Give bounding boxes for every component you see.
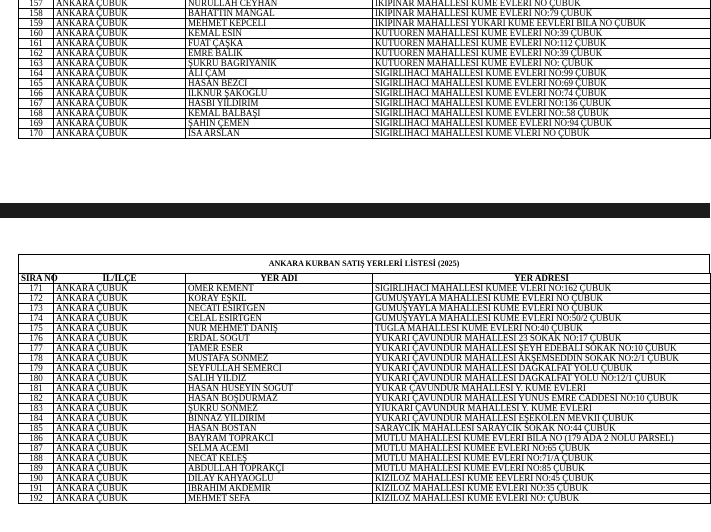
cell-sira-no: 172 xyxy=(19,294,54,304)
table-row xyxy=(19,294,711,304)
cell-yer-adi: NECATİ ESİRTGEN xyxy=(186,304,373,314)
sales-locations-table-page-2 xyxy=(18,273,711,504)
cell-il-ilce: ANKARA ÇUBUK xyxy=(54,119,186,129)
cell-yer-adresi: KUTUÖREN MAHALLESİ KÜME EVLERİ NO:112 ÇUBUK xyxy=(373,39,711,49)
header-sira-no: SIRA NO xyxy=(19,274,54,284)
cell-il-ilce: ANKARA ÇUBUK xyxy=(54,109,186,119)
cell-yer-adresi: YUKARI ÇAVUNDUR MAHALLESİ DAĞKALFAT YOLU ÇUBUK xyxy=(373,364,711,374)
cell-il-ilce: ANKARA ÇUBUK xyxy=(54,129,186,139)
cell-yer-adi: NECAT KELEŞ xyxy=(186,454,373,464)
table-row xyxy=(19,79,711,89)
cell-il-ilce: ANKARA ÇUBUK xyxy=(54,494,186,504)
cell-sira-no: 162 xyxy=(19,49,54,59)
table-row xyxy=(19,364,711,374)
table-row xyxy=(19,109,711,119)
cell-yer-adi: BAYRAM TOPRAKCI xyxy=(186,434,373,444)
table-row xyxy=(19,404,711,414)
cell-sira-no: 158 xyxy=(19,9,54,19)
cell-sira-no: 181 xyxy=(19,384,54,394)
table-row xyxy=(19,59,711,69)
cell-il-ilce: ANKARA ÇUBUK xyxy=(54,79,186,89)
cell-sira-no: 190 xyxy=(19,474,54,484)
cell-sira-no: 191 xyxy=(19,484,54,494)
table-row xyxy=(19,444,711,454)
cell-yer-adresi: MUTLU MAHALLESİ KÜME EVLERİ BİLA NO (179 ADA 2 NOLU PARSEL) xyxy=(373,434,711,444)
cell-yer-adi: TAMER ESER xyxy=(186,344,373,354)
cell-yer-adi: HASAN BOŞDURMAZ xyxy=(186,394,373,404)
cell-il-ilce: ANKARA ÇUBUK xyxy=(54,314,186,324)
table-row xyxy=(19,474,711,484)
cell-yer-adi: HASAN BEZCİ xyxy=(186,79,373,89)
cell-yer-adi: DİLAY KAHYAOĞLU xyxy=(186,474,373,484)
cell-yer-adresi: YUKARI ÇAVUNDUR MAHALLESİ DAĞKALFAT YOLU NO:12/1 ÇUBUK xyxy=(373,374,711,384)
table-row xyxy=(19,49,711,59)
cell-il-ilce: ANKARA ÇUBUK xyxy=(54,364,186,374)
document-page-1 xyxy=(0,0,710,203)
cell-il-ilce: ANKARA ÇUBUK xyxy=(54,39,186,49)
table-row xyxy=(19,384,711,394)
cell-il-ilce: ANKARA ÇUBUK xyxy=(54,294,186,304)
cell-sira-no: 170 xyxy=(19,129,54,139)
cell-yer-adi: NUR MEHMET DANIŞ xyxy=(186,324,373,334)
cell-yer-adresi: KIZILÖZ MAHALLESİ KÜME EVLERİ NO:35 ÇUBUK xyxy=(373,484,711,494)
cell-yer-adi: MUSTAFA SÖNMEZ xyxy=(186,354,373,364)
cell-sira-no: 171 xyxy=(19,284,54,294)
table-row xyxy=(19,394,711,404)
cell-sira-no: 165 xyxy=(19,79,54,89)
table-row xyxy=(19,284,711,294)
cell-il-ilce: ANKARA ÇUBUK xyxy=(54,19,186,29)
cell-yer-adi: HASBİ YILDIRIM xyxy=(186,99,373,109)
cell-il-ilce: ANKARA ÇUBUK xyxy=(54,404,186,414)
cell-sira-no: 157 xyxy=(19,0,54,9)
cell-il-ilce: ANKARA ÇUBUK xyxy=(54,474,186,484)
cell-yer-adi: İBRAHİM AKDEMİR xyxy=(186,484,373,494)
cell-yer-adresi: SARAYCIK MAHALLESİ SARAYCIK SOKAK NO:44 ÇUBUK xyxy=(373,424,711,434)
cell-yer-adresi: KUTUÖREN MAHALLESİ KÜME EVLERİ NO:39 ÇUBUK xyxy=(373,49,711,59)
cell-yer-adi: BAHATTİN MANGAL xyxy=(186,9,373,19)
cell-yer-adresi: KUTUÖREN MAHALLESİ KÜME EVLERİ NO: ÇUBUK xyxy=(373,59,711,69)
cell-yer-adi: ŞÜKRÜ BAĞRIYANIK xyxy=(186,59,373,69)
table-row xyxy=(19,374,711,384)
cell-il-ilce: ANKARA ÇUBUK xyxy=(54,334,186,344)
header-yer-adi: YER ADI xyxy=(186,274,373,284)
cell-yer-adi: ŞÜKRÜ SÖNMEZ xyxy=(186,404,373,414)
cell-yer-adresi: İKİPINAR MAHALLESİ KÜME EVLERİ NO:79 ÇUBUK xyxy=(373,9,711,19)
cell-il-ilce: ANKARA ÇUBUK xyxy=(54,464,186,474)
cell-sira-no: 174 xyxy=(19,314,54,324)
table-row xyxy=(19,304,711,314)
cell-sira-no: 188 xyxy=(19,454,54,464)
cell-yer-adi: BİNNAZ YILDIRIM xyxy=(186,414,373,424)
cell-il-ilce: ANKARA ÇUBUK xyxy=(54,69,186,79)
cell-sira-no: 178 xyxy=(19,354,54,364)
table-row xyxy=(19,434,711,444)
cell-yer-adresi: SIĞIRLIHACI MAHALLESİ KÜME EVLERİ NO:.58 ÇUBUK xyxy=(373,109,711,119)
cell-il-ilce: ANKARA ÇUBUK xyxy=(54,484,186,494)
cell-yer-adi: ABDULLAH TOPRAKÇI xyxy=(186,464,373,474)
cell-yer-adresi: İKİPINAR MAHALLESİ KÜME EVLERİ NO ÇUBUK xyxy=(373,0,711,9)
sales-locations-table-page-1 xyxy=(18,0,711,139)
cell-sira-no: 177 xyxy=(19,344,54,354)
cell-il-ilce: ANKARA ÇUBUK xyxy=(54,89,186,99)
cell-yer-adresi: MUTLU MAHALLESİ KÜME EVLERİ NO:85 ÇUBUK xyxy=(373,464,711,474)
cell-yer-adi: MEHMET KEPCELİ xyxy=(186,19,373,29)
table-row xyxy=(19,354,711,364)
cell-il-ilce: ANKARA ÇUBUK xyxy=(54,9,186,19)
table-row xyxy=(19,454,711,464)
cell-yer-adresi: MUTLU MAHALLESİ KÜMEE EVLERİ NO:65 ÇUBUK xyxy=(373,444,711,454)
cell-sira-no: 169 xyxy=(19,119,54,129)
cell-sira-no: 183 xyxy=(19,404,54,414)
table-row xyxy=(19,9,711,19)
cell-yer-adi: EMRE BALIK xyxy=(186,49,373,59)
cell-yer-adresi: SIĞIRLIHACI MAHALLESİ KÜME EVLERİ NO:99 ÇUBUK xyxy=(373,69,711,79)
cell-sira-no: 176 xyxy=(19,334,54,344)
cell-sira-no: 173 xyxy=(19,304,54,314)
cell-il-ilce: ANKARA ÇUBUK xyxy=(54,304,186,314)
cell-sira-no: 175 xyxy=(19,324,54,334)
cell-il-ilce: ANKARA ÇUBUK xyxy=(54,434,186,444)
cell-il-ilce: ANKARA ÇUBUK xyxy=(54,374,186,384)
cell-yer-adresi: GÜMÜŞYAYLA MAHALLESİ KÜME EVLERİ NO ÇUBUK xyxy=(373,294,711,304)
table-row xyxy=(19,29,711,39)
cell-il-ilce: ANKARA ÇUBUK xyxy=(54,29,186,39)
table-row xyxy=(19,484,711,494)
cell-il-ilce: ANKARA ÇUBUK xyxy=(54,49,186,59)
cell-yer-adresi: GÜMÜŞYAYLA MAHALLESİ KÜME EVLERİ NO ÇUBUK xyxy=(373,304,711,314)
table-header-row xyxy=(19,274,711,284)
cell-sira-no: 164 xyxy=(19,69,54,79)
cell-yer-adresi: SIĞIRLIHACI MAHALLESİ KÜME EVLERİ NO:136 ÇUBUK xyxy=(373,99,711,109)
cell-il-ilce: ANKARA ÇUBUK xyxy=(54,394,186,404)
cell-sira-no: 161 xyxy=(19,39,54,49)
cell-sira-no: 166 xyxy=(19,89,54,99)
cell-yer-adresi: İKİPINAR MAHALLESİ YUKARI KÜME EEVLERİ BİLA NO ÇUBUK xyxy=(373,19,711,29)
cell-sira-no: 179 xyxy=(19,364,54,374)
cell-sira-no: 160 xyxy=(19,29,54,39)
table-row xyxy=(19,129,711,139)
cell-yer-adresi: SIĞIRLIHACI MAHALLESİ KÜMEE VLERİ NO:162 ÇUBUK xyxy=(373,284,711,294)
cell-sira-no: 189 xyxy=(19,464,54,474)
cell-yer-adi: ŞAHİN ÇEMEN xyxy=(186,119,373,129)
document-page-2 xyxy=(0,218,710,532)
table-row xyxy=(19,424,711,434)
cell-yer-adresi: SIĞIRLIHACI MAHALLESİ KÜME EVLERİ NO:74 ÇUBUK xyxy=(373,89,711,99)
cell-yer-adi: ÖMER KEMENT xyxy=(186,284,373,294)
page-separator xyxy=(0,203,710,218)
table-row xyxy=(19,344,711,354)
cell-il-ilce: ANKARA ÇUBUK xyxy=(54,344,186,354)
table-row xyxy=(19,464,711,474)
cell-il-ilce: ANKARA ÇUBUK xyxy=(54,284,186,294)
cell-sira-no: 159 xyxy=(19,19,54,29)
cell-yer-adresi: KIZILÖZ MAHALLESİ KÜME EVLERİ NO: ÇUBUK xyxy=(373,494,711,504)
cell-sira-no: 180 xyxy=(19,374,54,384)
header-yer-adresi: YER ADRESİ xyxy=(373,274,711,284)
cell-sira-no: 186 xyxy=(19,434,54,444)
table-row xyxy=(19,89,711,99)
cell-yer-adi: NURULLAH CEYHAN xyxy=(186,0,373,9)
cell-il-ilce: ANKARA ÇUBUK xyxy=(54,424,186,434)
cell-yer-adi: HASAN BOSTAN xyxy=(186,424,373,434)
cell-sira-no: 187 xyxy=(19,444,54,454)
cell-yer-adi: SALİH YILDIZ xyxy=(186,374,373,384)
table-row xyxy=(19,19,711,29)
cell-il-ilce: ANKARA ÇUBUK xyxy=(54,59,186,69)
cell-yer-adresi: YIUKARI ÇAVUNDUR MAHALLESİ Y. KÜME EVLERİ xyxy=(373,404,711,414)
cell-il-ilce: ANKARA ÇUBUK xyxy=(54,414,186,424)
table-row xyxy=(19,324,711,334)
cell-il-ilce: ANKARA ÇUBUK xyxy=(54,0,186,9)
cell-yer-adi: MEHMET SEFA xyxy=(186,494,373,504)
cell-sira-no: 167 xyxy=(19,99,54,109)
table-row xyxy=(19,494,711,504)
cell-yer-adi: SELMA ACEMİ xyxy=(186,444,373,454)
cell-yer-adi: İLKNUR ŞAKOĞLU xyxy=(186,89,373,99)
document-title: ANKARA KURBAN SATIŞ YERLERİ LİSTESİ (2025) xyxy=(18,254,710,273)
table-row xyxy=(19,69,711,79)
cell-yer-adresi: KUTUÖREN MAHALLESİ KÜME EVLERİ NO:39 ÇUBUK xyxy=(373,29,711,39)
cell-yer-adresi: YUKARI ÇAVUNDUR MAHALLESİ YUNUS EMRE CADDESİ NO:10 ÇUBUK xyxy=(373,394,711,404)
cell-il-ilce: ANKARA ÇUBUK xyxy=(54,99,186,109)
table-row xyxy=(19,39,711,49)
cell-sira-no: 182 xyxy=(19,394,54,404)
cell-sira-no: 168 xyxy=(19,109,54,119)
cell-yer-adi: İSA ARSLAN xyxy=(186,129,373,139)
cell-yer-adresi: TUĞLA MAHALLESİ KÜME EVLERİ NO:40 ÇUBUK xyxy=(373,324,711,334)
cell-yer-adi: KEMAL ESİN xyxy=(186,29,373,39)
cell-yer-adresi: SIĞIRLIHACI MAHALLESİ KÜME VLERİ NO ÇUBUK xyxy=(373,129,711,139)
table-row xyxy=(19,414,711,424)
cell-yer-adresi: KIZILÖZ MAHALLESİ KÜME EEVLERİ NO:45 ÇUBUK xyxy=(373,474,711,484)
table-row xyxy=(19,314,711,324)
cell-sira-no: 184 xyxy=(19,414,54,424)
cell-il-ilce: ANKARA ÇUBUK xyxy=(54,454,186,464)
cell-il-ilce: ANKARA ÇUBUK xyxy=(54,354,186,364)
cell-yer-adi: ALİ ÇAM xyxy=(186,69,373,79)
cell-yer-adresi: YUKARI ÇAVUNDUR MAHALLESİ 23 SOKAK NO:17 ÇUBUK xyxy=(373,334,711,344)
table-row xyxy=(19,99,711,109)
cell-yer-adresi: MUTLU MAHALLESİ KÜME EVLERİ NO:71/A ÇUBUK xyxy=(373,454,711,464)
table-row xyxy=(19,334,711,344)
cell-yer-adi: HASAN HÜSEYİN SÖĞÜT xyxy=(186,384,373,394)
table-row xyxy=(19,119,711,129)
cell-sira-no: 185 xyxy=(19,424,54,434)
cell-yer-adi: CELAL ESİRTGEN xyxy=(186,314,373,324)
cell-yer-adi: FUAT ÇAŞKA xyxy=(186,39,373,49)
cell-il-ilce: ANKARA ÇUBUK xyxy=(54,324,186,334)
cell-yer-adresi: GÜMÜŞYAYLA MAHALLESİ KÜME EVLERİ NO:50/2 ÇUBUK xyxy=(373,314,711,324)
cell-il-ilce: ANKARA ÇUBUK xyxy=(54,384,186,394)
cell-yer-adresi: YUKARI ÇAVUNDUR MAHALLESİ AKŞEMSEDDİN SOKAK NO:2/1 ÇUBUK xyxy=(373,354,711,364)
cell-yer-adi: KORAY EŞKİL xyxy=(186,294,373,304)
cell-yer-adresi: YUKARI ÇAVUNDUR MAHALLESİ ŞEYH EDEBALİ SOKAK NO:10 ÇUBUK xyxy=(373,344,711,354)
cell-yer-adresi: SIĞIRLIHACI MAHALLESİ KÜME EVLERİ NO:69 ÇUBUK xyxy=(373,79,711,89)
cell-yer-adresi: YUKARI ÇAVUNDUR MAHALLESİ EŞEKÖLEN MEVKİİ ÇUBUK xyxy=(373,414,711,424)
cell-sira-no: 163 xyxy=(19,59,54,69)
cell-yer-adi: SEYFULLAH SEMERCİ xyxy=(186,364,373,374)
cell-il-ilce: ANKARA ÇUBUK xyxy=(54,444,186,454)
cell-yer-adresi: YUKAR ÇAVUNDUR MAHALLESİ Y. KÜME EVLERİ xyxy=(373,384,711,394)
header-il-ilce: İL/İLÇE xyxy=(54,274,186,284)
cell-yer-adi: ERDAL SÖĞÜT xyxy=(186,334,373,344)
cell-yer-adi: KEMAL BALBAŞI xyxy=(186,109,373,119)
cell-yer-adresi: SIĞIRLIHACI MAHALLESİ KÜMEE EVLERİ NO:94 ÇUBUK xyxy=(373,119,711,129)
cell-sira-no: 192 xyxy=(19,494,54,504)
